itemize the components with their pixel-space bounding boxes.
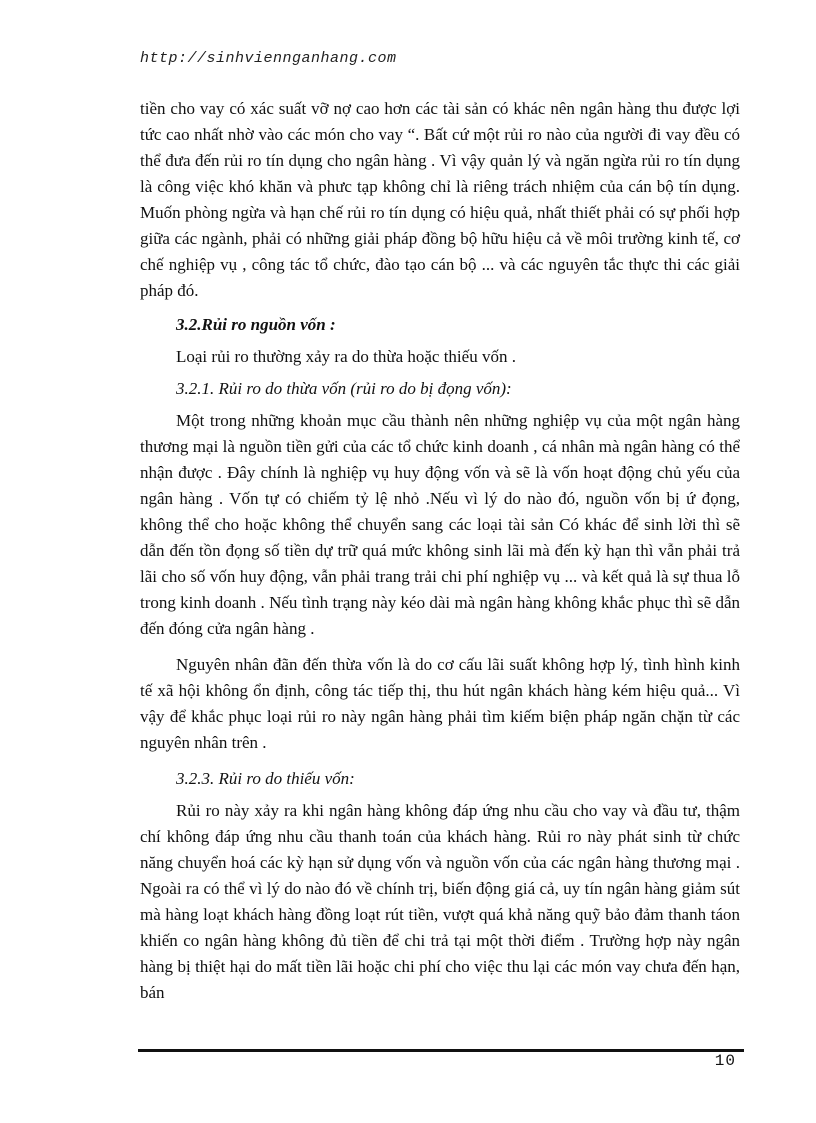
subsection-heading: 3.2.1. Rủi ro do thừa vốn (rủi ro do bị đọng vốn): xyxy=(176,379,512,398)
footer-rule xyxy=(138,1049,744,1052)
paragraph: Rủi ro này xảy ra khi ngân hàng không đáp ứng nhu cầu cho vay và đầu tư, thậm chí không đáp ứng nhu cầu thanh toán của khách hàng. Rủi ro này phát sinh từ chức năng chuyển hoá các kỳ hạn sử dụng vốn và nguồn vốn của các ngân hàng thương mại . Ngoài ra có thể vì lý do nào đó về chính trị, biến động giá cả, uy tín ngân hàng giảm sút mà hàng loạt khách hàng đồng loạt rút tiền, vượt quá khả năng quỹ bảo đảm thanh táon khiến co ngân hàng không đủ tiền để chi trả tại một thời điểm . Trường hợp này ngân hàng bị thiệt hại do mất tiền lãi hoặc chi phí cho việc thu lại các món vay chưa đến hạn, bán xyxy=(140,801,740,1002)
paragraph: Một trong những khoản mục cầu thành nên những nghiệp vụ của một ngân hàng thương mại là nguồn tiền gửi của các tổ chức kinh doanh , cá nhân mà ngân hàng có thể nhận được . Đây chính là nghiệp vụ huy động vốn và sẽ là vốn hoạt động chủ yếu của ngân hàng . Vốn tự có chiếm tỷ lệ nhỏ .Nếu vì lý do nào đó, nguồn vốn bị ứ đọng, không thể cho hoặc không thể chuyển sang các loại tài sản Có khác để sinh lời thì sẽ dẫn đến tồn đọng số tiền dự trữ quá mức không sinh lãi mà đến kỳ hạn thì vẫn phải trả lãi cho số vốn huy động, vẫn phải trang trải chi phí nghiệp vụ ... và kết quả là sự thua lỗ trong kinh doanh . Nếu tình trạng này kéo dài mà ngân hàng không khắc phục thì sẽ dẫn đến đóng cửa ngân hàng . xyxy=(140,411,740,638)
document-body xyxy=(140,96,740,1006)
paragraph: tiền cho vay có xác suất vỡ nợ cao hơn các tài sản có khác nên ngân hàng thu được lợi tức cao nhất nhờ vào các món cho vay “. Bất cứ một rủi ro nào của người đi vay đều có thể đưa đến rủi ro tín dụng cho ngân hàng . Vì vậy quản lý và ngăn ngừa rủi ro tín dụng là công việc khó khăn và phưc tạp không chỉ là riêng trách nhiệm của cán bộ tín dụng. Muốn phòng ngừa và hạn chế rủi ro tín dụng có hiệu quả, nhất thiết phải có sự phối hợp giữa các ngành, phải có những giải pháp đồng bộ hữu hiệu cả về môi trường kinh tế, cơ chế nghiệp vụ , công tác tổ chức, đào tạo cán bộ ... và các nguyên tắc thực thi các giải pháp đó. xyxy=(140,99,740,300)
paragraph: Loại rủi ro thường xảy ra do thừa hoặc thiếu vốn . xyxy=(176,347,516,366)
subsection-heading: 3.2.3. Rủi ro do thiếu vốn: xyxy=(176,769,355,788)
page-number: 10 xyxy=(714,1052,736,1070)
paragraph: Nguyên nhân đãn đến thừa vốn là do cơ cấu lãi suất không hợp lý, tình hình kinh tế xã hội không ổn định, công tác tiếp thị, thu hút ngân khách hàng kém hiệu quả... Vì vậy để khắc phục loại rủi ro này ngân hàng phải tìm kiếm biện pháp ngăn chặn từ các nguyên nhân trên . xyxy=(140,655,740,752)
header-url: http://sinhviennganhang.com xyxy=(140,50,397,67)
section-heading: 3.2.Rủi ro nguồn vốn : xyxy=(176,315,336,334)
